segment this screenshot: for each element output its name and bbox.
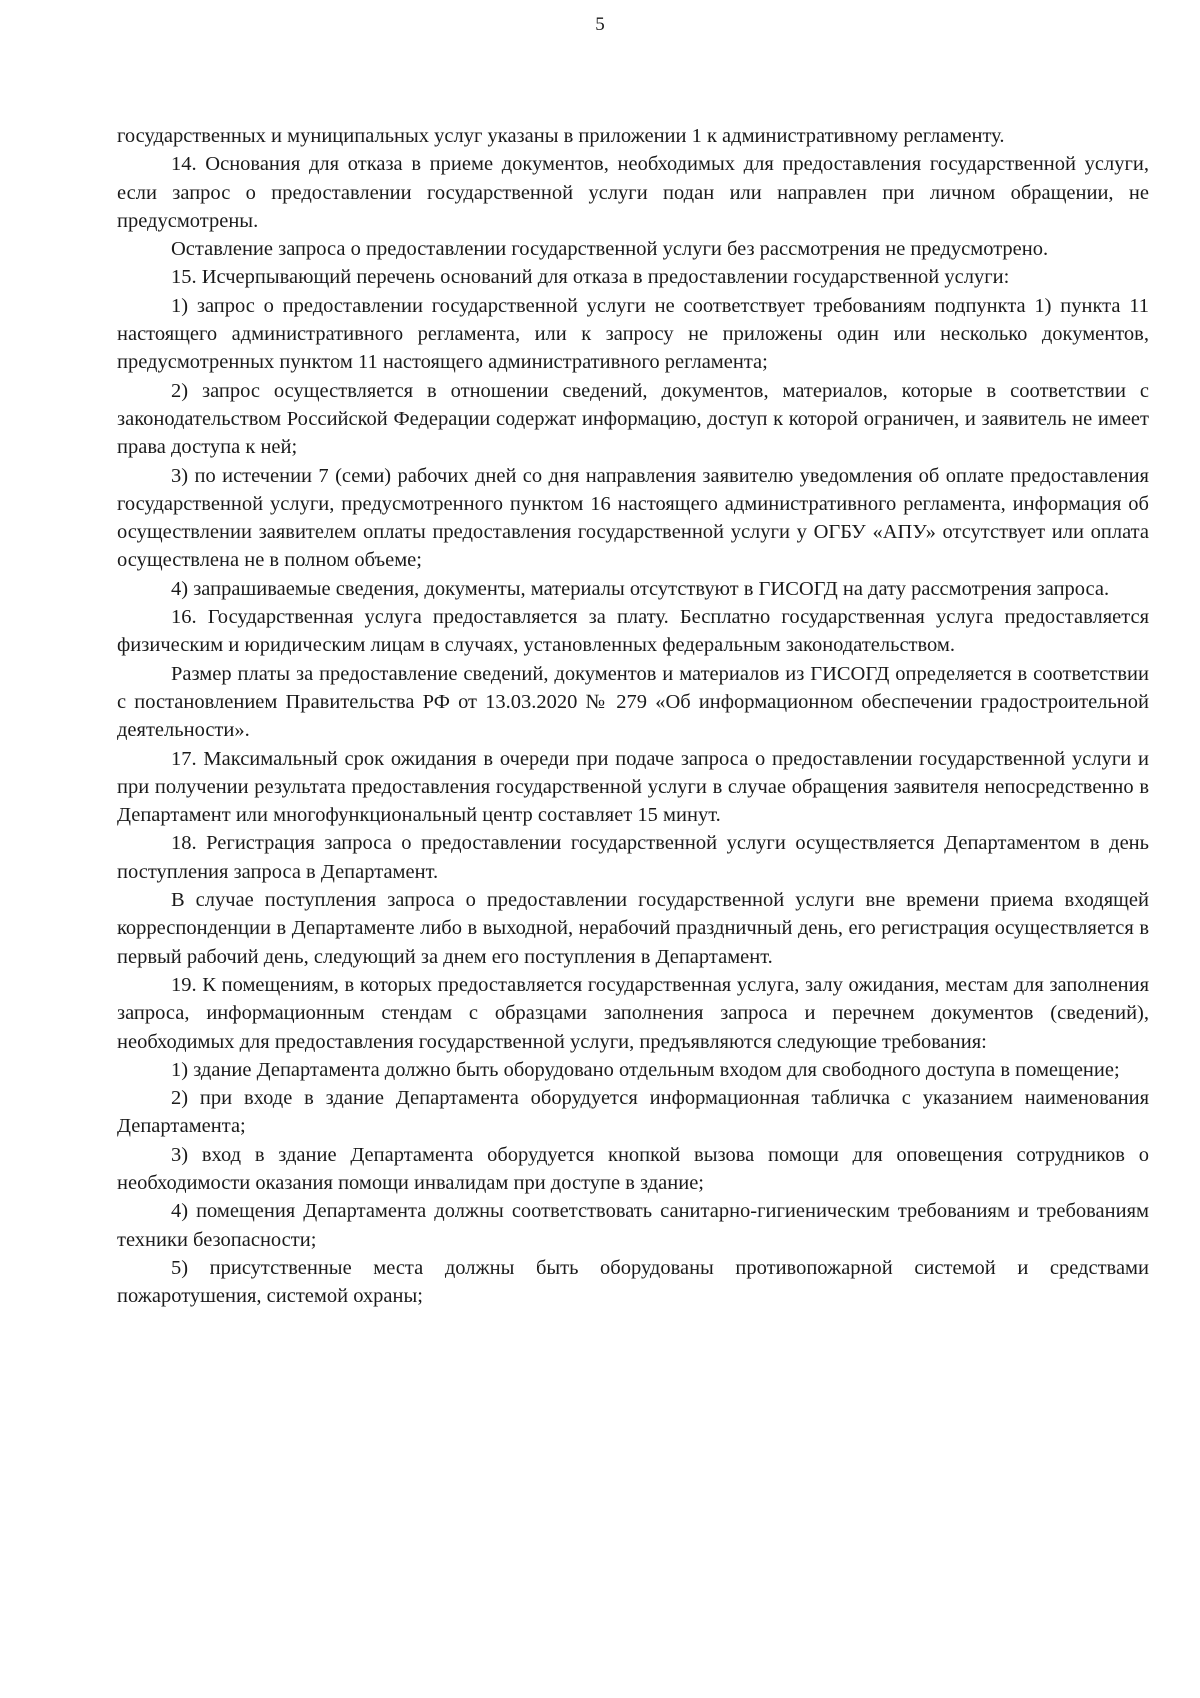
list-item: 2) при входе в здание Департамента оборудуется информационная табличка с указанием наименования Департамента; [117, 1087, 1149, 1138]
list-item: 3) вход в здание Департамента оборудуется кнопкой вызова помощи для оповещения сотрудников о необходимости оказания помощи инвалидам при доступе в здание; [117, 1143, 1149, 1194]
paragraph-item-19: 19. К помещениям, в которых предоставляется государственная услуга, залу ожидания, местам для заполнения запроса, информационным стендам с образцами заполнения запроса и перечнем документов (сведений), необходимых для предоставления государственной услуги, предъявляются следующие требования: [117, 973, 1149, 1053]
list-item: 4) запрашиваемые сведения, документы, материалы отсутствуют в ГИСОГД на дату рассмотрения запроса. [171, 577, 1110, 600]
paragraph-item-16: 16. Государственная услуга предоставляется за плату. Бесплатно государственная услуга предоставляется физическим и юридическим лицам в случаях, установленных федеральным законодательством. [117, 606, 1149, 657]
list-item: 2) запрос осуществляется в отношении сведений, документов, материалов, которые в соответствии с законодательством Российской Федерации содержат информацию, доступ к которой ограничен, и заявитель не имеет права доступа к ней; [117, 379, 1149, 459]
paragraph-item-17: 17. Максимальный срок ожидания в очереди при подаче запроса о предоставлении государственной услуги и при получении результата предоставления государственной услуги в случае обращения заявителя непосредственно в Департамент или многофункциональный центр составляет 15 минут. [117, 747, 1149, 827]
list-item: 3) по истечении 7 (семи) рабочих дней со дня направления заявителю уведомления об оплате предоставления государственной услуги, предусмотренного пунктом 16 настоящего административного регламента, информация об осуществлении заявителем оплаты предоставления государственной услуги у ОГБУ «АПУ» отсутствует или оплата осуществлена не в полном объеме; [117, 464, 1149, 572]
list-item: 1) запрос о предоставлении государственной услуги не соответствует требованиям подпункта 1) пункта 11 настоящего административного регламента, или к запросу не приложены один или несколько документов, предусмотренных пунктом 11 настоящего административного регламента; [117, 294, 1149, 374]
paragraph-item-18: 18. Регистрация запроса о предоставлении государственной услуги осуществляется Департаментом в день поступления запроса в Департамент. [117, 832, 1149, 883]
document-body [117, 122, 1149, 1310]
list-item: 1) здание Департамента должно быть оборудовано отдельным входом для свободного доступа в помещение; [171, 1058, 1120, 1081]
paragraph: Оставление запроса о предоставлении государственной услуги без рассмотрения не предусмотрено. [171, 238, 1049, 261]
paragraph-item-15: 15. Исчерпывающий перечень оснований для отказа в предоставлении государственной услуги: [171, 266, 1010, 289]
paragraph: В случае поступления запроса о предоставлении государственной услуги вне времени приема входящей корреспонденции в Департаменте либо в выходной, нерабочий праздничный день, его регистрация осуществляется в первый рабочий день, следующий за днем его поступления в Департамент. [117, 889, 1149, 968]
list-item: 4) помещения Департамента должны соответствовать санитарно-гигиеническим требованиям и требованиям техники безопасности; [117, 1200, 1149, 1251]
page-number: 5 [595, 14, 605, 35]
list-item: 5) присутственные места должны быть оборудованы противопожарной системой и средствами пожаротушения, системой охраны; [117, 1256, 1149, 1308]
paragraph: Размер платы за предоставление сведений, документов и материалов из ГИСОГД определяется в соответствии с постановлением Правительства РФ от 13.03.2020 № 279 «Об информационном обеспечении градостроительной деятельности». [117, 662, 1149, 742]
paragraph-continuation: государственных и муниципальных услуг указаны в приложении 1 к административному регламенту. [117, 125, 1005, 147]
paragraph-item-14: 14. Основания для отказа в приеме документов, необходимых для предоставления государственной услуги, если запрос о предоставлении государственной услуги подан или направлен при личном обращении, не предусмотрены. [117, 153, 1149, 232]
